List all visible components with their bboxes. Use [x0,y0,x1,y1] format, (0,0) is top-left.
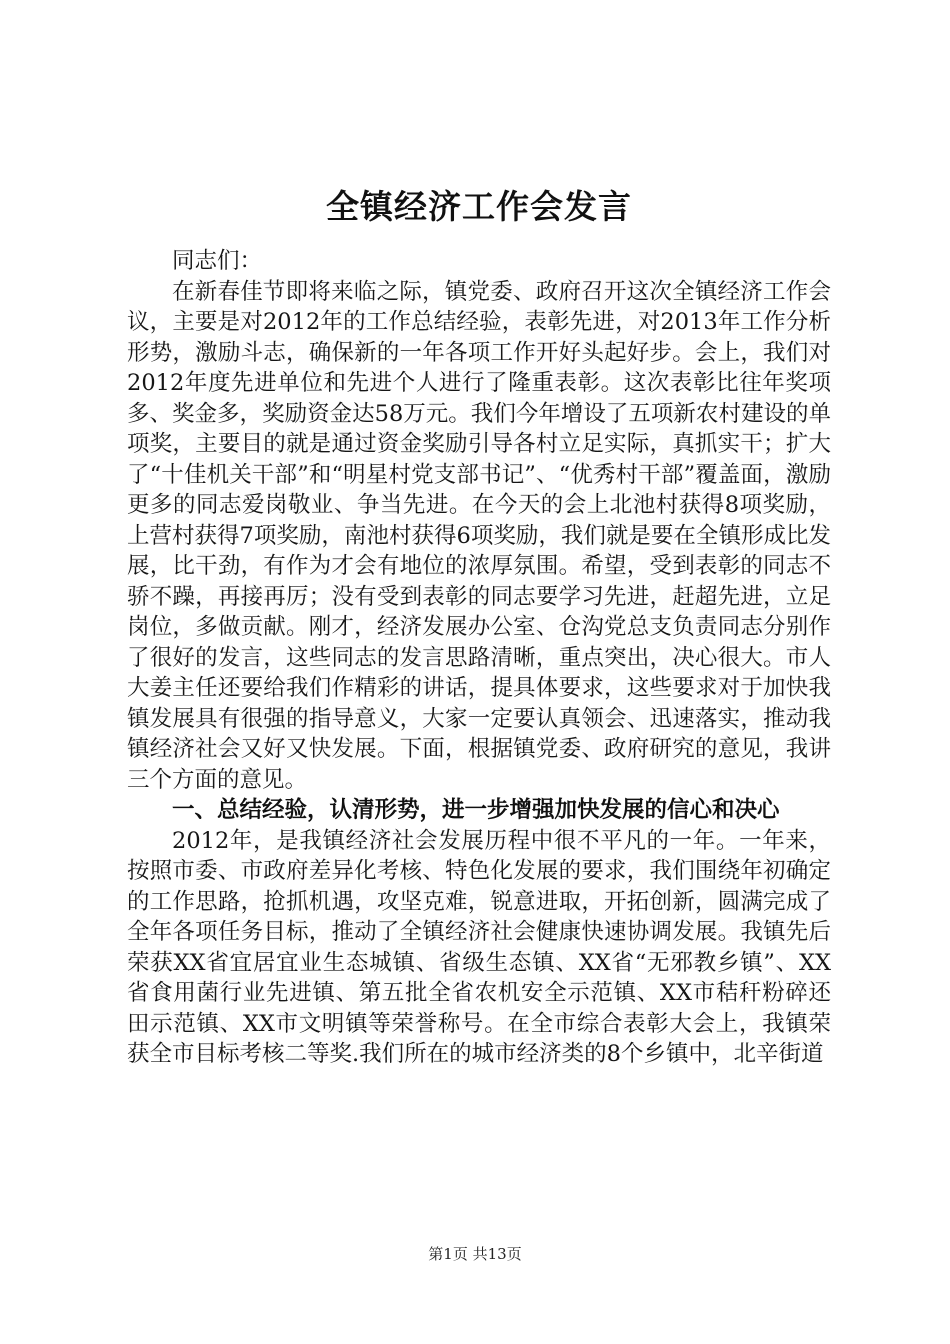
page-footer: 第1页 共13页 [428,1245,522,1263]
document-title: 全镇经济工作会发言 [326,187,632,226]
section-heading: 一、总结经验，认清形势，进一步增强加快发展的信心和决心 [172,797,780,823]
document-body [127,180,831,1070]
section-paragraph: 2012年，是我镇经济社会发展历程中很不平凡的一年。一年来，按照市委、市政府差异化考核、特色化发展的要求，我们围绕年初确定的工作思路，抢抓机遇，攻坚克难，锐意进取，开拓创新，圆满完成了全年各项任务目标，推动了全镇经济社会健康快速协调发展。我镇先后荣获XX省宜居宜业生态城镇、省级生态镇、XX省“无邪教乡镇”、XX省食用菌行业先进镇、第五批全省农机安全示范镇、XX市秸秆粉碎还田示范镇、XX市文明镇等荣誉称号。在全市综合表彰大会上，我镇荣获全市目标考核二等奖.我们所在的城市经济类的8个乡镇中，北辛街道 [127,827,831,1067]
salutation: 同志们： [172,248,263,274]
paragraph-intro: 在新春佳节即将来临之际，镇党委、政府召开这次全镇经济工作会议，主要是对2012年的工作总结经验，表彰先进，对2013年工作分析形势，激励斗志，确保新的一年各项工作开好头起好步。会上，我们对2012年度先进单位和先进个人进行了隆重表彰。这次表彰比往年奖项多、奖金多，奖励资金达58万元。我们今年增设了五项新农村建设的单项奖，主要目的就是通过资金奖励引导各村立足实际，真抓实干；扩大了“十佳机关干部”和“明星村党支部书记”、“优秀村干部”覆盖面，激励更多的同志爱岗敬业、争当先进。在今天的会上北池村获得8项奖励，上营村获得7项奖励，南池村获得6项奖励，我们就是要在全镇形成比发展，比干劲，有作为才会有地位的浓厚氛围。希望，受到表彰的同志不骄不躁，再接再厉；没有受到表彰的同志要学习先进，赶超先进，立足岗位，多做贡献。刚才，经济发展办公室、仓沟党总支负责同志分别作了很好的发言，这些同志的发言思路清晰，重点突出，决心很大。市人大姜主任还要给我们作精彩的讲话，提具体要求，这些要求对于加快我镇发展具有很强的指导意义，大家一定要认真领会、迅速落实，推动我镇经济社会又好又快发展。下面，根据镇党委、政府研究的意见，我讲三个方面的意见。 [127,278,831,793]
